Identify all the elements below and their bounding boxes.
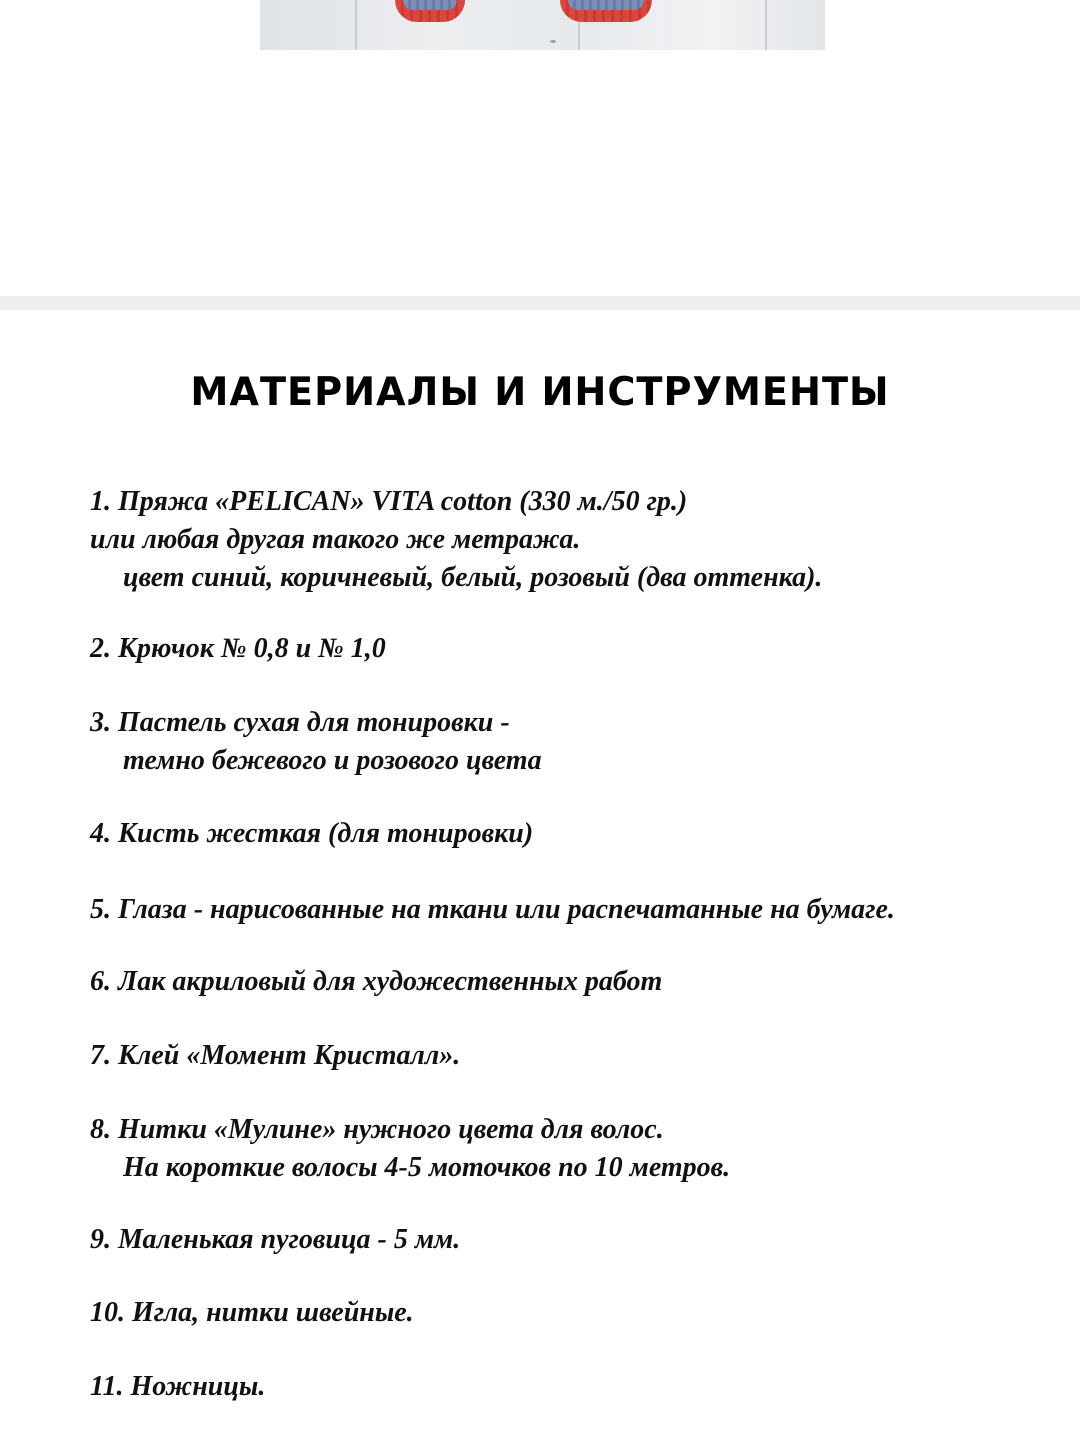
item-line: или любая другая такого же метража. [90, 524, 581, 555]
item-line: 8. Нитки «Мулине» нужного цвета для волос. [90, 1114, 664, 1145]
item-line: 7. Клей «Момент Кристалл». [90, 1040, 461, 1071]
materials-item-3 [90, 704, 1065, 780]
materials-item-7 [90, 1037, 1065, 1075]
item-line: 3. Пастель сухая для тонировки - [90, 707, 510, 738]
item-line: На короткие волосы 4-5 моточков по 10 метров. [123, 1152, 731, 1183]
crochet-shoe-left [395, 0, 465, 22]
item-line: 5. Глаза - нарисованные на ткани или распечатанные на бумаге. [90, 894, 895, 925]
materials-item-5 [90, 891, 1065, 929]
floor-knot [550, 40, 556, 43]
section-divider [0, 296, 1080, 310]
materials-item-4 [90, 815, 1065, 853]
item-line: 4. Кисть жесткая (для тонировки) [90, 818, 534, 849]
floor-plank-line [355, 0, 357, 50]
item-line: 9. Маленькая пуговица - 5 мм. [90, 1224, 461, 1255]
item-line: темно бежевого и розового цвета [123, 745, 542, 776]
materials-item-1 [90, 483, 1065, 597]
floor-plank-line [765, 0, 767, 50]
materials-item-10 [90, 1294, 1065, 1332]
materials-item-2 [90, 630, 1065, 668]
item-line: цвет синий, коричневый, белый, розовый (два оттенка). [123, 562, 823, 593]
materials-item-8 [90, 1111, 1065, 1187]
item-line: 2. Крючок № 0,8 и № 1,0 [90, 633, 386, 664]
section-title: МАТЕРИАЛЫ И ИНСТРУМЕНТЫ [190, 370, 890, 415]
item-line: 10. Игла, нитки швейные. [90, 1297, 414, 1328]
materials-item-9 [90, 1221, 1065, 1259]
item-line: 6. Лак акриловый для художественных работ [90, 966, 663, 997]
item-line: 11. Ножницы. [90, 1371, 266, 1402]
crochet-shoe-right [560, 0, 652, 22]
materials-item-6 [90, 963, 1065, 1001]
product-photo [260, 0, 825, 50]
materials-item-11 [90, 1368, 1065, 1406]
item-line: 1. Пряжа «PELICAN» VITA cotton (330 м./50 гр.) [90, 486, 688, 517]
